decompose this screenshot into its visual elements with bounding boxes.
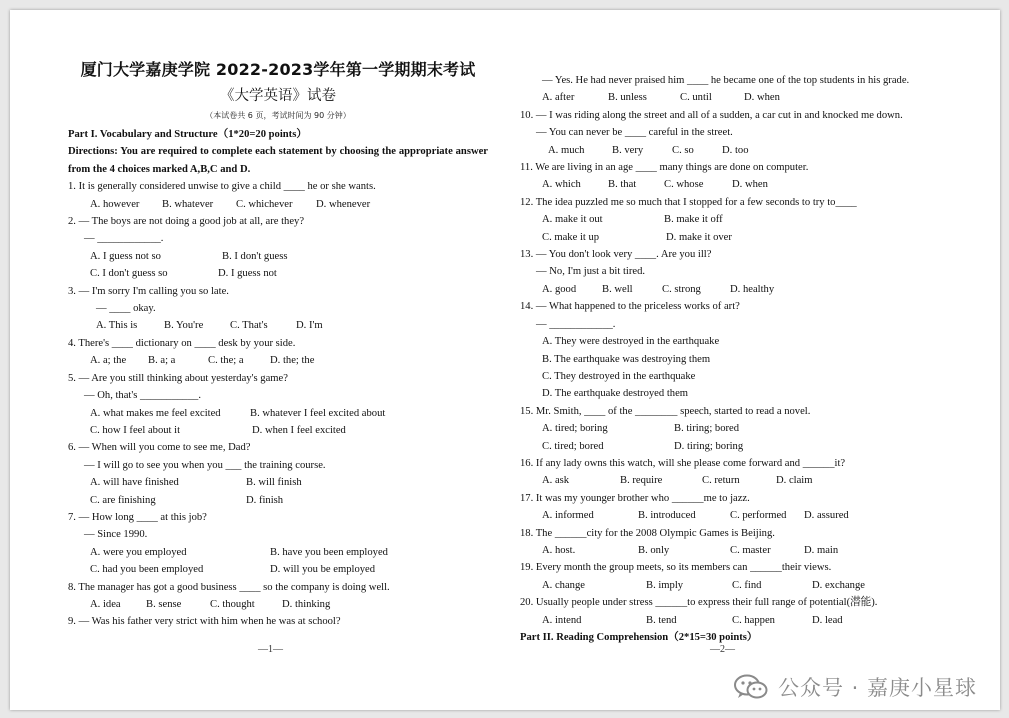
- option-d[interactable]: D. the; the: [270, 355, 315, 367]
- watermark-text: 公众号 · 嘉庚小星球: [777, 676, 977, 700]
- option-d[interactable]: D. thinking: [282, 598, 331, 610]
- option-b[interactable]: B. whatever: [162, 198, 214, 210]
- exam-note: （本试卷共 6 页，考试时间为 90 分钟）: [205, 111, 351, 120]
- option-a[interactable]: A. which: [542, 179, 581, 191]
- question-15-options-row1: [520, 420, 960, 437]
- question-15-stem: 15. Mr. Smith, ____ of the ________ speech, started to read a novel.: [520, 405, 811, 417]
- question-19-options: [520, 577, 960, 594]
- exam-subtitle: 《大学英语》试卷: [220, 88, 336, 104]
- option-c[interactable]: C. That's: [230, 320, 268, 332]
- wechat-icon: [734, 674, 768, 700]
- option-b[interactable]: B. will finish: [246, 477, 302, 489]
- option-b[interactable]: B. tend: [646, 614, 677, 626]
- page-number-1: —1—: [258, 644, 283, 655]
- question-9-stem: 9. — Was his father very strict with him when he was at school?: [68, 616, 341, 628]
- option-b[interactable]: B. introduced: [638, 510, 696, 522]
- option-a[interactable]: A. tired; boring: [542, 423, 608, 435]
- option-a[interactable]: A. They were destroyed in the earthquake: [542, 336, 720, 348]
- question-5-stem: 5. — Are you still thinking about yesterday's game?: [68, 372, 288, 384]
- option-c[interactable]: C. whichever: [236, 198, 293, 210]
- question-20-stem: 20. Usually people under stress ______to express their full range of potential(潜能).: [520, 597, 878, 609]
- option-c[interactable]: C. strong: [662, 283, 701, 295]
- option-a[interactable]: A. much: [548, 144, 585, 156]
- option-a[interactable]: A. ask: [542, 475, 570, 487]
- question-2-line2: — ____________.: [84, 233, 164, 245]
- option-c[interactable]: C. until: [680, 92, 712, 104]
- question-16-options: [520, 472, 960, 489]
- option-b[interactable]: B. sense: [146, 598, 182, 610]
- question-5-options-row2: [68, 422, 488, 439]
- part1-directions: Directions: You are required to complete each statement by choosing the appropriate answer from the 4 choices marked A,B,C and D.: [68, 146, 488, 175]
- option-a[interactable]: A. change: [542, 579, 585, 591]
- option-a[interactable]: A. intend: [542, 614, 582, 626]
- question-9-options: [520, 89, 960, 106]
- question-6-line2: — I will go to see you when you ___ the training course.: [84, 459, 326, 471]
- option-b[interactable]: B. make it off: [664, 214, 723, 226]
- option-d[interactable]: D. when: [744, 92, 780, 104]
- question-14-stem: 14. — What happened to the priceless works of art?: [520, 301, 740, 313]
- option-b[interactable]: B. You're: [164, 320, 204, 332]
- option-d[interactable]: D. when: [732, 179, 768, 191]
- option-c[interactable]: C. are finishing: [90, 494, 156, 506]
- question-8-stem: 8. The manager has got a good business ____ so the company is doing well.: [68, 581, 390, 593]
- question-20-options: [520, 612, 960, 629]
- question-12-options-row1: [520, 211, 960, 228]
- option-c[interactable]: C. return: [702, 475, 740, 487]
- option-d[interactable]: D. lead: [812, 614, 843, 626]
- option-b[interactable]: B. unless: [608, 92, 647, 104]
- question-6-options-row1: [68, 474, 488, 491]
- question-6-stem: 6. — When will you come to see me, Dad?: [68, 442, 251, 454]
- exam-sheet: [10, 10, 1000, 710]
- question-10-options: [520, 142, 960, 159]
- option-c[interactable]: C. whose: [664, 179, 704, 191]
- option-b[interactable]: B. well: [602, 283, 633, 295]
- question-3-line2: — ____ okay.: [96, 303, 156, 315]
- option-c[interactable]: C. performed: [730, 510, 787, 522]
- question-15-options-row2: [520, 438, 960, 455]
- question-7-line2: — Since 1990.: [84, 529, 148, 541]
- watermark: [734, 672, 977, 702]
- page-1-column: [68, 58, 488, 631]
- option-d[interactable]: D. main: [804, 544, 839, 556]
- question-13-stem: 13. — You don't look very ____. Are you ill?: [520, 249, 712, 261]
- option-d[interactable]: D. too: [722, 144, 749, 156]
- question-9-line2: — Yes. He had never praised him ____ he became one of the top students in his grade.: [542, 75, 910, 86]
- question-10-line2: — You can never be ____ careful in the street.: [536, 127, 733, 139]
- question-18-options: [520, 542, 960, 559]
- question-2-stem: 2. — The boys are not doing a good job at all, are they?: [68, 216, 305, 228]
- page-2-column: [520, 72, 960, 646]
- question-4-stem: 4. There's ____ dictionary on ____ desk by your side.: [68, 337, 296, 349]
- question-17-options: [520, 507, 960, 524]
- question-11-options: [520, 176, 960, 193]
- option-b[interactable]: B. I don't guess: [222, 250, 288, 262]
- option-a[interactable]: A. what makes me feel excited: [90, 407, 221, 419]
- question-7-stem: 7. — How long ____ at this job?: [68, 511, 207, 523]
- option-b[interactable]: B. a; a: [148, 355, 176, 367]
- option-a[interactable]: A. were you employed: [90, 546, 187, 558]
- option-c[interactable]: C. the; a: [208, 355, 244, 367]
- question-13-options: [520, 281, 960, 298]
- option-c[interactable]: C. how I feel about it: [90, 424, 181, 436]
- question-3-options: [68, 317, 488, 334]
- option-b[interactable]: B. imply: [646, 579, 684, 591]
- question-3-stem: 3. — I'm sorry I'm calling you so late.: [68, 285, 229, 297]
- option-d[interactable]: D. The earthquake destroyed them: [542, 388, 689, 400]
- option-c[interactable]: C. tired; bored: [542, 440, 604, 452]
- option-d[interactable]: D. I guess not: [218, 268, 277, 280]
- option-b[interactable]: B. very: [612, 144, 644, 156]
- option-a[interactable]: A. I guess not so: [90, 250, 161, 262]
- option-d[interactable]: D. will you be employed: [270, 564, 376, 576]
- question-6-options-row2: [68, 492, 488, 509]
- option-d[interactable]: D. make it over: [666, 231, 732, 243]
- option-a[interactable]: A. after: [542, 92, 575, 104]
- option-a[interactable]: A. This is: [96, 320, 138, 332]
- option-c[interactable]: C. I don't guess so: [90, 268, 168, 280]
- question-11-stem: 11. We are living in an age ____ many things are done on computer.: [520, 162, 809, 174]
- option-b[interactable]: B. have you been employed: [270, 546, 388, 558]
- option-c[interactable]: C. master: [730, 544, 771, 556]
- question-12-stem: 12. The idea puzzled me so much that I stopped for a few seconds to try to____: [520, 196, 857, 208]
- question-16-stem: 16. If any lady owns this watch, will she please come forward and ______it?: [520, 457, 846, 469]
- option-a[interactable]: A. good: [542, 283, 577, 295]
- question-7-options-row2: [68, 561, 488, 578]
- part2-heading: Part II. Reading Comprehension（2*15=30 points）: [520, 632, 758, 643]
- exam-title: 厦门大学嘉庚学院 2022-2023学年第一学期期末考试: [80, 60, 476, 79]
- question-13-line2: — No, I'm just a bit tired.: [536, 266, 646, 278]
- question-4-options: [68, 352, 488, 369]
- option-b[interactable]: B. The earthquake was destroying them: [542, 353, 711, 365]
- question-2-options-row2: [68, 265, 488, 282]
- option-c[interactable]: C. find: [732, 579, 762, 591]
- option-d[interactable]: D. tiring; boring: [674, 440, 744, 452]
- option-a[interactable]: A. a; the: [90, 355, 127, 367]
- option-c[interactable]: C. had you been employed: [90, 564, 204, 576]
- option-b[interactable]: B. whatever I feel excited about: [250, 407, 386, 419]
- option-b[interactable]: B. tiring; bored: [674, 423, 740, 435]
- option-d[interactable]: D. healthy: [730, 283, 775, 295]
- question-14-line2: — ____________.: [536, 318, 616, 330]
- question-1-stem: 1. It is generally considered unwise to give a child ____ he or she wants.: [68, 181, 376, 193]
- option-a[interactable]: A. informed: [542, 510, 594, 522]
- option-d[interactable]: D. whenever: [316, 198, 371, 210]
- question-18-stem: 18. The ______city for the 2008 Olympic Games is Beijing.: [520, 527, 775, 539]
- option-a[interactable]: A. idea: [90, 598, 121, 610]
- question-1-options: [68, 196, 488, 213]
- question-5-options-row1: [68, 405, 488, 422]
- part1-heading: Part I. Vocabulary and Structure（1*20=20 points）: [68, 129, 307, 140]
- option-b[interactable]: B. require: [620, 475, 663, 487]
- question-10-stem: 10. — I was riding along the street and all of a sudden, a car cut in and knocked me down.: [520, 109, 903, 121]
- option-a[interactable]: A. host.: [542, 544, 576, 556]
- option-c[interactable]: C. make it up: [542, 231, 600, 243]
- question-5-line2: — Oh, that's ___________.: [84, 390, 201, 402]
- option-c[interactable]: C. thought: [210, 598, 255, 610]
- option-c[interactable]: C. They destroyed in the earthquake: [542, 370, 696, 382]
- option-c[interactable]: C. so: [672, 144, 694, 156]
- question-17-stem: 17. It was my younger brother who ______me to jazz.: [520, 492, 750, 504]
- option-d[interactable]: D. assured: [804, 510, 849, 522]
- option-d[interactable]: D. finish: [246, 494, 284, 506]
- question-19-stem: 19. Every month the group meets, so its members can ______their views.: [520, 562, 832, 574]
- option-d[interactable]: D. exchange: [812, 579, 865, 591]
- option-a[interactable]: A. will have finished: [90, 477, 179, 489]
- question-2-options-row1: [68, 248, 488, 265]
- question-12-options-row2: [520, 229, 960, 246]
- option-d[interactable]: D. when I feel excited: [252, 424, 346, 436]
- option-a[interactable]: A. make it out: [542, 214, 603, 226]
- option-d[interactable]: D. I'm: [296, 320, 323, 332]
- option-b[interactable]: B. only: [638, 544, 670, 556]
- option-c[interactable]: C. happen: [732, 614, 775, 626]
- question-7-options-row1: [68, 544, 488, 561]
- option-d[interactable]: D. claim: [776, 475, 813, 487]
- option-b[interactable]: B. that: [608, 179, 637, 191]
- page-number-2: —2—: [710, 644, 735, 655]
- option-a[interactable]: A. however: [90, 198, 140, 210]
- question-8-options: [68, 596, 488, 613]
